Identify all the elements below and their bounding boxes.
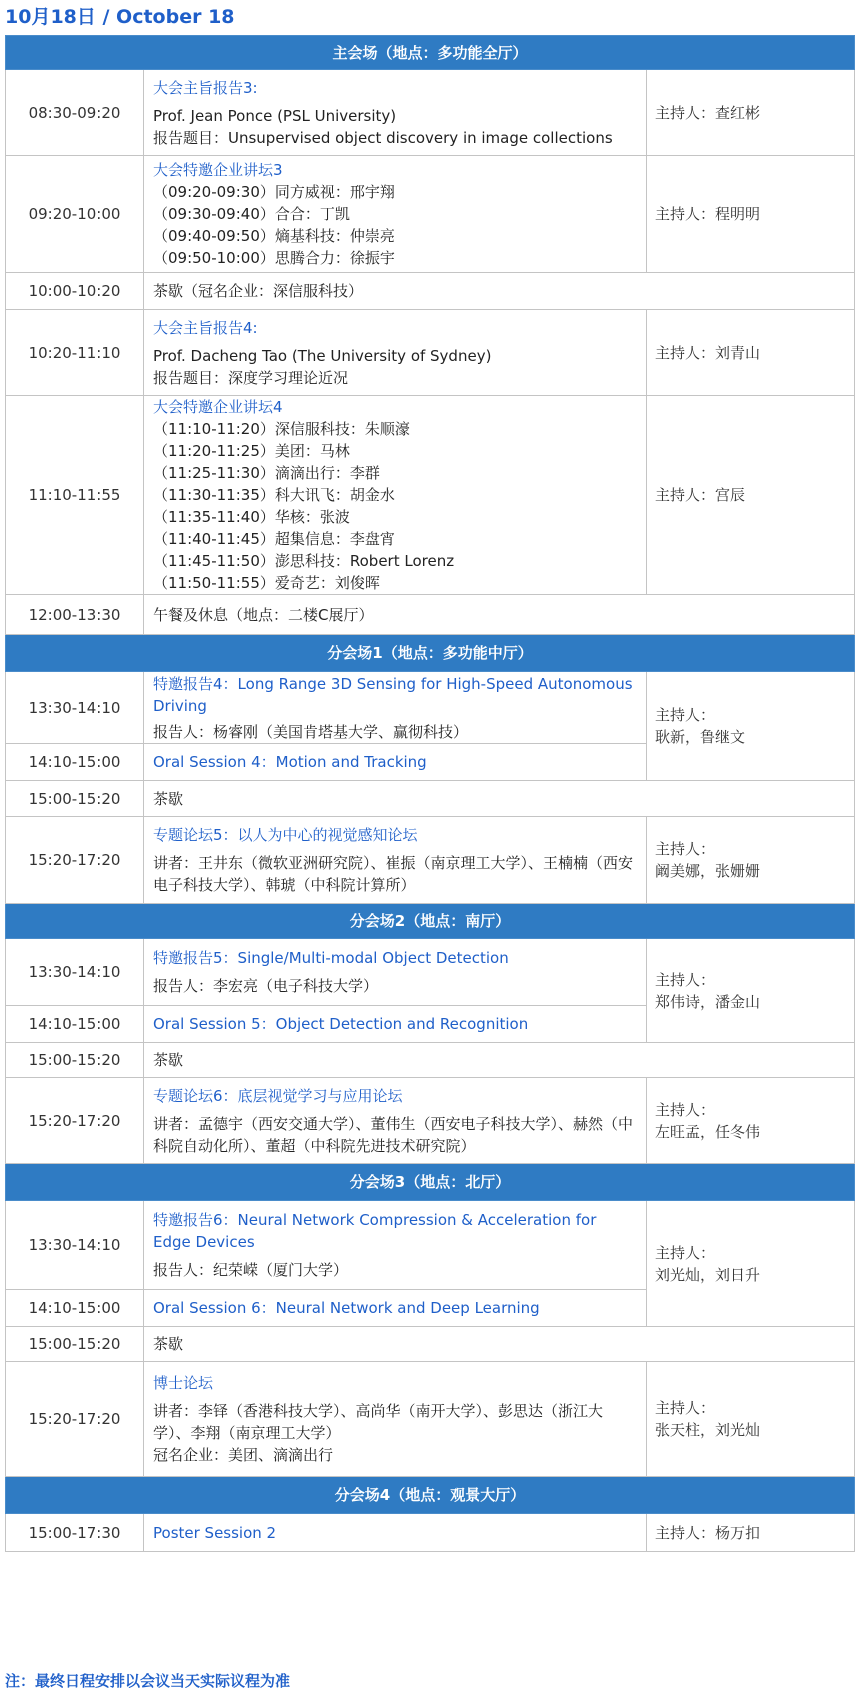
table-row (6, 672, 855, 744)
break-cell: 午餐及休息（地点：二楼C展厅） (144, 595, 855, 635)
content-cell (144, 1514, 647, 1552)
footer-note: 注：最终日程安排以会议当天实际议程为准 (5, 1672, 291, 1690)
list-item: （11:10-11:20）深信服科技：朱顺濠 (153, 420, 410, 438)
section-header-session2: 分会场2（地点：南厅） (6, 904, 855, 939)
speaker: 报告人：李宏亮（电子科技大学） (153, 977, 379, 995)
list-item: （09:30-09:40）合合：丁凯 (153, 205, 350, 223)
host-cell: 主持人： 张天柱，刘光灿 (647, 1362, 855, 1477)
list-item: （09:50-10:00）思腾合力：徐振宇 (153, 249, 395, 267)
table-row (6, 1327, 855, 1362)
host-cell: 主持人： 阚美娜，张姗姗 (647, 817, 855, 904)
host-cell: 主持人： 耿新，鲁继文 (647, 672, 855, 781)
host-cell: 主持人：查红彬 (647, 70, 855, 156)
content-cell (144, 744, 647, 781)
table-row (6, 310, 855, 396)
forum-title[interactable]: 博士论坛 (153, 1374, 214, 1392)
table-row (6, 1201, 855, 1290)
break-cell: 茶歇 (144, 1327, 855, 1362)
invited-talk-title[interactable]: 特邀报告6：Neural Network Compression & Acceleration for Edge Devices (153, 1211, 597, 1251)
time-cell: 08:30-09:20 (6, 70, 144, 156)
time-cell: 15:00-15:20 (6, 1043, 144, 1078)
time-cell: 13:30-14:10 (6, 1201, 144, 1290)
time-cell: 12:00-13:30 (6, 595, 144, 635)
host-cell: 主持人： 郑伟诗，潘金山 (647, 939, 855, 1043)
time-cell: 15:00-15:20 (6, 781, 144, 817)
table-row (6, 70, 855, 156)
content-cell (144, 939, 647, 1006)
list-item: （11:25-11:30）滴滴出行：李群 (153, 464, 380, 482)
schedule-table (5, 35, 855, 1552)
table-row (6, 156, 855, 273)
oral-session-title[interactable]: Oral Session 4：Motion and Tracking (153, 753, 427, 771)
host-names: 张天柱，刘光灿 (655, 1421, 761, 1439)
time-cell: 15:20-17:20 (6, 1362, 144, 1477)
time-cell: 10:00-10:20 (6, 273, 144, 310)
content-cell (144, 1201, 647, 1290)
time-cell: 14:10-15:00 (6, 744, 144, 781)
content-cell (144, 70, 647, 156)
section-header-session1: 分会场1（地点：多功能中厅） (6, 635, 855, 672)
list-item: （09:20-09:30）同方威视：邢宇翔 (153, 183, 395, 201)
forum-speakers: 讲者：孟德宇（西安交通大学）、董伟生（西安电子科技大学）、赫然（中科院自动化所）、董超（中科院先进技术研究院） (153, 1114, 634, 1155)
host-names: 耿新，鲁继文 (655, 728, 746, 746)
table-row (6, 1514, 855, 1552)
time-cell: 15:20-17:20 (6, 817, 144, 904)
break-cell: 茶歇 (144, 1043, 855, 1078)
speaker: Prof. Dacheng Tao (The University of Sydney) (153, 346, 492, 365)
time-cell: 11:10-11:55 (6, 396, 144, 595)
content-cell (144, 1006, 647, 1043)
host-cell: 主持人： 刘光灿，刘日升 (647, 1201, 855, 1327)
section-header-session3: 分会场3（地点：北厅） (6, 1164, 855, 1201)
keynote-title[interactable]: 大会主旨报告4: (153, 318, 258, 337)
forum-title[interactable]: 专题论坛6：底层视觉学习与应用论坛 (153, 1086, 403, 1105)
forum-speakers: 讲者：李铎（香港科技大学）、高尚华（南开大学）、彭思达（浙江大学）、李翔（南京理工大学） (153, 1402, 604, 1442)
invited-talk-title[interactable]: 特邀报告4：Long Range 3D Sensing for High-Speed Autonomous Driving (153, 674, 633, 715)
host-names: 左旺孟，任冬伟 (655, 1122, 761, 1141)
list-item: （09:40-09:50）熵基科技：仲崇亮 (153, 227, 395, 245)
list-item: （11:20-11:25）美团：马林 (153, 442, 350, 460)
oral-session-title[interactable]: Oral Session 6：Neural Network and Deep Learning (153, 1299, 540, 1317)
table-row (6, 1078, 855, 1164)
invited-talk-title[interactable]: 特邀报告5：Single/Multi-modal Object Detection (153, 949, 509, 967)
table-row (6, 1043, 855, 1078)
time-cell: 15:20-17:20 (6, 1078, 144, 1164)
content-cell (144, 396, 647, 595)
content-cell (144, 156, 647, 273)
content-cell (144, 1290, 647, 1327)
table-row (6, 939, 855, 1006)
keynote-title[interactable]: 大会主旨报告3: (153, 78, 258, 97)
forum-sponsor: 冠名企业：美团、滴滴出行 (153, 1446, 334, 1464)
table-row (6, 595, 855, 635)
table-row (6, 817, 855, 904)
time-cell: 10:20-11:10 (6, 310, 144, 396)
talk-topic: 报告题目：Unsupervised object discovery in image collections (153, 128, 613, 147)
forum-title[interactable]: 专题论坛5：以人为中心的视觉感知论坛 (153, 826, 418, 844)
host-cell: 主持人：宫辰 (647, 396, 855, 595)
content-cell (144, 1362, 647, 1477)
content-cell (144, 672, 647, 744)
time-cell: 15:00-17:30 (6, 1514, 144, 1552)
break-cell: 茶歇 (144, 781, 855, 817)
section-header-session4: 分会场4（地点：观景大厅） (6, 1477, 855, 1514)
section-header-main: 主会场（地点：多功能全厅） (6, 36, 855, 70)
host-names: 刘光灿，刘日升 (655, 1265, 761, 1284)
host-cell: 主持人： 左旺孟，任冬伟 (647, 1078, 855, 1164)
content-cell (144, 817, 647, 904)
list-item: （11:45-11:50）澎思科技：Robert Lorenz (153, 552, 455, 570)
list-item: （11:30-11:35）科大讯飞：胡金水 (153, 486, 395, 504)
table-row (6, 1362, 855, 1477)
time-cell: 09:20-10:00 (6, 156, 144, 273)
content-cell (144, 1078, 647, 1164)
content-cell (144, 310, 647, 396)
list-item: （11:50-11:55）爱奇艺：刘俊晖 (153, 574, 380, 592)
time-cell: 13:30-14:10 (6, 672, 144, 744)
list-item: （11:40-11:45）超集信息：李盘宵 (153, 530, 395, 548)
time-cell: 13:30-14:10 (6, 939, 144, 1006)
time-cell: 14:10-15:00 (6, 1006, 144, 1043)
speaker: 报告人：纪荣嵘（厦门大学） (153, 1261, 349, 1279)
forum-title[interactable]: 大会特邀企业讲坛3 (153, 161, 283, 179)
speaker: Prof. Jean Ponce (PSL University) (153, 106, 397, 125)
speaker: 报告人：杨睿刚（美国肯塔基大学、赢彻科技） (153, 722, 469, 741)
date-title: 10月18日 / October 18 (5, 6, 235, 28)
break-cell: 茶歇（冠名企业：深信服科技） (144, 273, 855, 310)
host-names: 郑伟诗，潘金山 (655, 992, 761, 1011)
time-cell: 14:10-15:00 (6, 1290, 144, 1327)
forum-speakers: 讲者：王井东（微软亚洲研究院）、崔振（南京理工大学）、王楠楠（西安电子科技大学）、韩琥（中科院计算所） (153, 854, 634, 894)
table-row (6, 781, 855, 817)
oral-session-title[interactable]: Oral Session 5：Object Detection and Recognition (153, 1015, 529, 1033)
host-cell: 主持人：程明明 (647, 156, 855, 273)
time-cell: 15:00-15:20 (6, 1327, 144, 1362)
talk-topic: 报告题目：深度学习理论近况 (153, 368, 349, 387)
poster-session-title[interactable]: Poster Session 2 (153, 1523, 277, 1542)
host-names: 阚美娜，张姗姗 (655, 862, 761, 880)
list-item: （11:35-11:40）华核：张波 (153, 508, 350, 526)
host-cell: 主持人：杨万扣 (647, 1514, 855, 1552)
table-row (6, 396, 855, 595)
table-row (6, 273, 855, 310)
host-cell: 主持人：刘青山 (647, 310, 855, 396)
forum-title[interactable]: 大会特邀企业讲坛4 (153, 398, 283, 416)
